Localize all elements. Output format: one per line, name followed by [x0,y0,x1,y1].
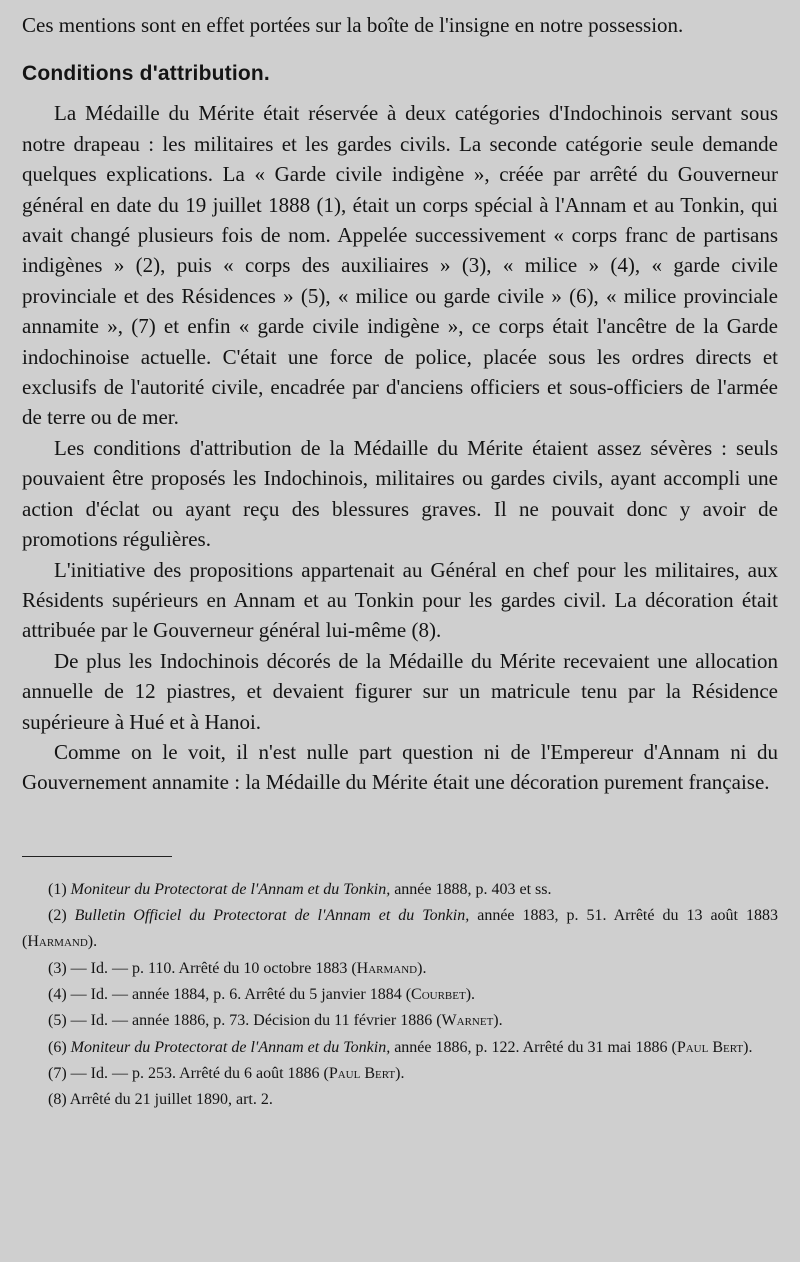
footnote-close: ). [87,933,98,951]
body-text [22,10,778,798]
paragraph-initiative: L'initiative des propositions appartenait au Général en chef pour les militaires, aux Résidents supérieurs en Annam et au Tonkin pour les gardes civil. La décoration était attribuée par le Gouverneur général lui-même (8). [22,557,778,643]
footnote-number: (5) [48,1012,67,1030]
footnote-text: année 1883, p. 51. Arrêté du 13 août 1883 ( [22,907,779,951]
section-heading: Conditions d'attribution. [22,62,270,86]
footnote-number: (2) [48,907,67,925]
footnote-author: Courbet [411,985,466,1003]
footnote-3 [22,956,778,982]
footnote-source-title: Bulletin Officiel du Protectorat de l'Annam et du Tonkin, [74,907,470,925]
paragraph-conclusion: Comme on le voit, il n'est nulle part question ni de l'Empereur d'Annam ni du Gouvernement annamite : la Médaille du Mérite était une décoration purement française. [22,739,778,795]
footnote-5 [22,1008,778,1034]
footnote-2 [22,903,778,956]
footnote-close: ). [493,1012,503,1030]
paragraph-allocation: De plus les Indochinois décorés de la Médaille du Mérite recevaient une allocation annuelle de 12 piastres, et devaient figurer sur un matricule tenu par la Résidence supérieure à Hué et à Hanoi. [22,648,778,734]
footnote-1 [22,877,778,903]
paragraph-conditions: Les conditions d'attribution de la Médaille du Mérite étaient assez sévères : seuls pouvaient être proposés les Indochinois, militaires ou gardes civils, ayant accompli une action d'éclat ou ayant reçu des blessures graves. Il ne pouvait donc y avoir de promotions régulières. [22,435,778,552]
footnote-number: (3) [48,959,67,977]
footnote-text: année 1888, p. 403 et ss. [390,880,552,898]
footnote-7 [22,1061,778,1087]
footnote-text: — Id. — p. 110. Arrêté du 10 octobre 1883 ( [66,959,357,977]
footnote-number: (6) [48,1038,67,1056]
paragraph-garde-civile: La Médaille du Mérite était réservée à deux catégories d'Indochinois servant sous notre drapeau : les militaires et les gardes civils. La seconde catégorie seule demande quelques explications. La « Garde civile indigène », créée par arrêté du Gouverneur général en date du 19 juillet 1888 (1), était un corps spécial à l'Annam et au Tonkin, qui avait changé plusieurs fois de nom. Appelée successivement « corps franc de partisans indigènes » (2), puis « corps des auxiliaires » (3), « milice » (4), « garde civile provinciale et des Résidences » (5), « milice ou garde civile » (6), « milice provinciale annamite », (7) et enfin « garde civile indigène », ce corps était l'ancêtre de la Garde indochinoise actuelle. C'était une force de police, placée sous les ordres directs et exclusifs de l'autorité civile, encadrée par d'anciens officiers et sous-officiers de l'armée de terre ou de mer. [22,101,778,430]
footnote-4 [22,982,778,1008]
footnote-author: Paul Bert [676,1038,744,1056]
footnote-close: ). [417,959,427,977]
footnote-number: (7) [48,1064,67,1082]
footnote-author: Warnet [441,1012,494,1030]
footnote-close: ). [465,985,476,1003]
footnote-text: — Id. — année 1886, p. 73. Décision du 11 février 1886 ( [66,1012,442,1030]
footnote-6 [22,1035,778,1061]
footnote-number: (1) [48,880,67,898]
footnote-text: — Id. — p. 253. Arrêté du 6 août 1886 ( [66,1064,329,1082]
footnote-text: — Id. — année 1884, p. 6. Arrêté du 5 janvier 1884 ( [66,985,412,1003]
footnote-source-title: Moniteur du Protectorat de l'Annam et du Tonkin, [70,880,391,898]
footnotes [22,877,778,1114]
footnote-number: (4) [48,985,67,1003]
footnote-author: Harmand [27,933,88,951]
intro-paragraph: Ces mentions sont en effet portées sur la boîte de l'insigne en notre possession. [22,13,684,37]
footnote-8 [22,1087,778,1113]
footnote-author: Paul Bert [328,1064,396,1082]
footnote-source-title: Moniteur du Protectorat de l'Annam et du Tonkin, [70,1038,391,1056]
footnote-text: Arrêté du 21 juillet 1890, art. 2. [66,1091,273,1109]
footnote-close: ). [743,1038,753,1056]
footnote-divider [22,856,172,857]
footnote-author: Harmand [356,959,418,977]
footnote-close: ). [395,1064,405,1082]
footnote-number: (8) [48,1091,67,1109]
footnote-text: année 1886, p. 122. Arrêté du 31 mai 1886 ( [390,1038,677,1056]
